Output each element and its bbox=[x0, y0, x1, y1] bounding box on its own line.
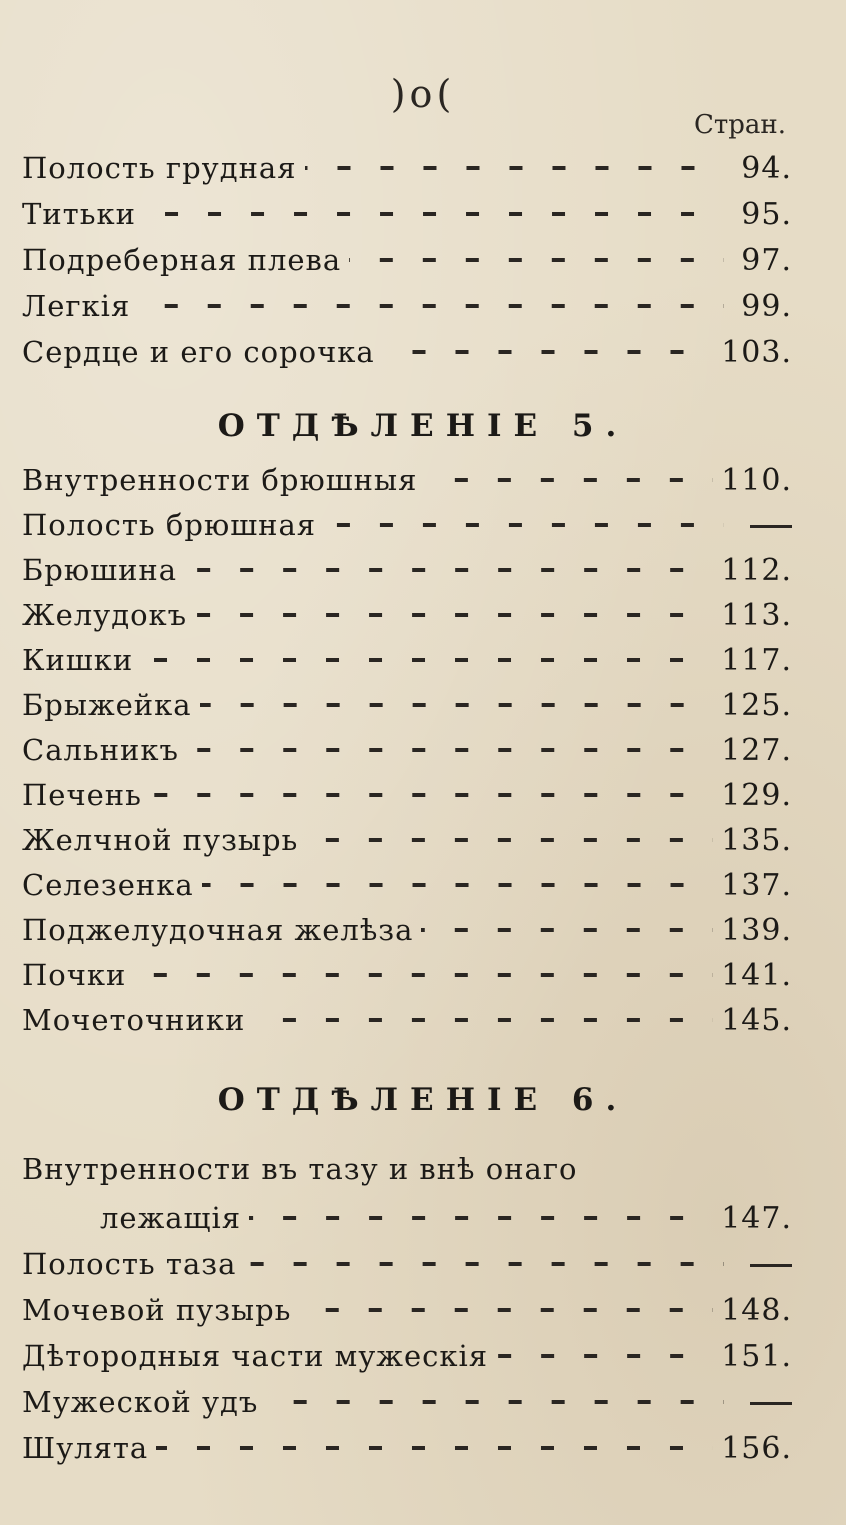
toc-page-dash bbox=[732, 1385, 792, 1420]
toc-title: Полость грудная bbox=[22, 151, 297, 185]
page-column-label: Стран. bbox=[693, 110, 786, 140]
toc-row bbox=[22, 953, 792, 997]
toc-page: 145. bbox=[721, 1002, 792, 1038]
toc-title: Мужеской удъ bbox=[22, 1385, 259, 1419]
toc-page: 110. bbox=[721, 462, 792, 498]
leader-dashes bbox=[156, 1443, 713, 1453]
toc-row bbox=[22, 908, 792, 952]
toc-row bbox=[22, 192, 792, 236]
leader-dashes bbox=[244, 1259, 724, 1269]
toc-title: Полость брюшная bbox=[22, 508, 317, 542]
ditto-dash bbox=[750, 525, 792, 528]
toc-page: 151. bbox=[721, 1338, 792, 1374]
toc-row bbox=[22, 773, 792, 817]
toc-page: 135. bbox=[721, 822, 792, 858]
toc-page: 141. bbox=[721, 957, 792, 993]
toc-page: 127. bbox=[721, 732, 792, 768]
toc-page: 94. bbox=[741, 150, 792, 186]
toc-title: Полость таза bbox=[22, 1247, 237, 1281]
leader-dashes bbox=[306, 835, 713, 845]
toc-title: Желудокъ bbox=[22, 598, 188, 632]
toc-row bbox=[22, 863, 792, 907]
toc-page: 97. bbox=[741, 242, 792, 278]
leader-dashes bbox=[150, 790, 713, 800]
toc-title: Сердце и его сорочка bbox=[22, 335, 375, 369]
toc-row bbox=[22, 1426, 792, 1470]
leader-dashes bbox=[134, 970, 713, 980]
toc-row bbox=[22, 683, 792, 727]
toc-title: Титьки bbox=[22, 197, 136, 231]
ditto-dash bbox=[750, 1402, 792, 1405]
toc-page: 95. bbox=[741, 196, 792, 232]
ditto-dash bbox=[750, 1264, 792, 1267]
leader-dashes bbox=[187, 745, 713, 755]
leader-dashes bbox=[253, 1015, 713, 1025]
toc-title-multiline: Внутренности въ тазу и внѣ онаго bbox=[22, 1152, 578, 1186]
leader-dashes bbox=[249, 1213, 713, 1223]
leader-dashes bbox=[138, 301, 724, 311]
page-mark: )o( bbox=[390, 72, 456, 116]
section-heading: ОТДѢЛЕНІЕ 5. bbox=[217, 408, 629, 444]
section-heading: ОТДѢЛЕНІЕ 6. bbox=[217, 1082, 629, 1118]
leader-dashes bbox=[200, 700, 714, 710]
toc-row bbox=[22, 1380, 792, 1424]
toc-page-dash bbox=[732, 508, 792, 543]
toc-row bbox=[22, 238, 792, 282]
toc-page: 99. bbox=[741, 288, 792, 324]
toc-row bbox=[22, 458, 792, 502]
toc-row bbox=[22, 818, 792, 862]
toc-row bbox=[22, 1242, 792, 1286]
leader-dashes bbox=[141, 655, 713, 665]
toc-page: 103. bbox=[721, 334, 792, 370]
toc-row bbox=[22, 146, 792, 190]
toc-page: 137. bbox=[721, 867, 792, 903]
toc-title: Брюшина bbox=[22, 553, 178, 587]
toc-row bbox=[22, 593, 792, 637]
toc-row bbox=[22, 638, 792, 682]
toc-title: Сальникъ bbox=[22, 733, 179, 767]
toc-title: Желчной пузырь bbox=[22, 823, 299, 857]
leader-dashes bbox=[299, 1305, 713, 1315]
toc-row bbox=[22, 284, 792, 328]
toc-title: Брыжейка bbox=[22, 688, 192, 722]
leader-dashes bbox=[202, 880, 714, 890]
toc-page: 113. bbox=[721, 597, 792, 633]
toc-row bbox=[22, 1288, 792, 1332]
toc-row bbox=[22, 1196, 792, 1240]
toc-title: Дѣтородныя части мужескія bbox=[22, 1339, 489, 1373]
toc-title: лежащія bbox=[100, 1201, 242, 1235]
toc-row bbox=[22, 1334, 792, 1378]
toc-title: Шулята bbox=[22, 1431, 149, 1465]
leader-dashes bbox=[195, 610, 713, 620]
toc-row bbox=[22, 998, 792, 1042]
toc-title: Подреберная плева bbox=[22, 243, 342, 277]
leader-dashes bbox=[349, 255, 724, 265]
toc-title: Печень bbox=[22, 778, 142, 812]
leader-dashes bbox=[421, 925, 713, 935]
toc-title: Легкія bbox=[22, 289, 131, 323]
toc-page: 112. bbox=[721, 552, 792, 588]
toc-page: 147. bbox=[721, 1200, 792, 1236]
leader-dashes bbox=[144, 209, 724, 219]
toc-row bbox=[22, 503, 792, 547]
toc-title: Поджелудочная желѣза bbox=[22, 913, 414, 947]
toc-title: Кишки bbox=[22, 643, 134, 677]
toc-row bbox=[22, 728, 792, 772]
toc-title: Почки bbox=[22, 958, 127, 992]
leader-dashes bbox=[266, 1397, 724, 1407]
toc-title: Селезенка bbox=[22, 868, 194, 902]
toc-page: 125. bbox=[721, 687, 792, 723]
leader-dashes bbox=[496, 1351, 713, 1361]
toc-page-dash bbox=[732, 1247, 792, 1282]
toc-title: Мочеточники bbox=[22, 1003, 246, 1037]
leader-dashes bbox=[324, 520, 724, 530]
toc-row bbox=[22, 548, 792, 592]
leader-dashes bbox=[425, 475, 713, 485]
toc-page: 148. bbox=[721, 1292, 792, 1328]
leader-dashes bbox=[305, 163, 724, 173]
toc-row bbox=[22, 330, 792, 374]
toc-page: 129. bbox=[721, 777, 792, 813]
leader-dashes bbox=[383, 347, 714, 357]
toc-page: 156. bbox=[721, 1430, 792, 1466]
leader-dashes bbox=[185, 565, 713, 575]
toc-page: 139. bbox=[721, 912, 792, 948]
toc-title: Внутренности брюшныя bbox=[22, 463, 418, 497]
toc-title: Мочевой пузырь bbox=[22, 1293, 292, 1327]
toc-page: 117. bbox=[721, 642, 792, 678]
